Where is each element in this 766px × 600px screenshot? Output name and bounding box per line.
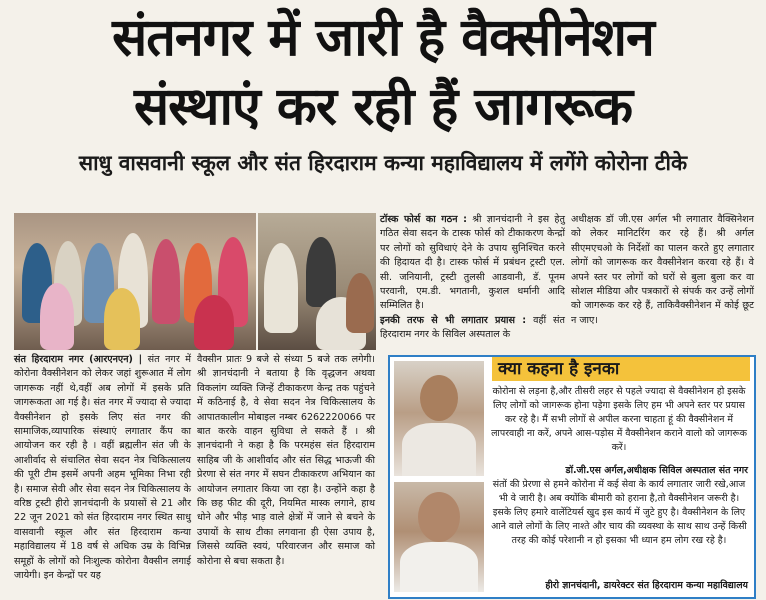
article-text-1: संत नगर में कोरोना वैक्सीनेशन को लेकर जहां शुरूआत में लोग जागरूक नहीं थे,वहीं अब लोगों में इसके प्रति जागरूकता आ गई है। संत नगर में ज्यादा से ज्यादा वैक्सीनेशन हो इसके लिए संत नगर की सामाजिक,व्यापारिक संस्थाएं लगातार कैंप का आयोजन कर रही है । वहीं ब्रह्मलीन संत जी के आशीर्वाद से संचालित सेवा सदन नेत्र चिकित्सालय की पूरी टीम इसमें अपनी अहम भूमिका निभा रही है। समाज सेवी और सेवा सदन नेत्र चिकित्सालय के वरिष्ठ ट्रस्टी हीरो ज्ञानचंदानी के प्रयासों से 21 और 22 जून 2021 को संत हिरदाराम नगर स्थित साधु वासवानी स्कूल और संत हिरदाराम कन्या महाविद्यालय में 18 वर्ष से अधिक उम्र के विभिन्न समूहों के लोगों को निःशुल्क कोरोना वैक्सीन लगाई जायेगी। इन केन्द्रों पर यह: [14, 354, 191, 582]
quote-1-signature: डॉ.जी.एस अर्गल,अधीक्षक सिविल अस्पताल संत नगर: [565, 465, 748, 476]
article-column-2: [197, 353, 375, 593]
article-column-3: [380, 213, 565, 353]
vaccination-camp-photo: [14, 213, 256, 350]
headline-line-1: संतनगर में जारी है वैक्सीनेशन: [112, 8, 654, 68]
portrait-photo-2: [394, 482, 484, 592]
article-text-2: वैक्सीन प्रातः 9 बजे से संध्या 5 बजे तक लगेगी। श्री ज्ञानचंदानी ने बताया है कि वृद्धजन अथवा विकलांग व्यक्ति जिन्हें टीकाकरण केन्द्र तक पहुंचने में कठिनाई है, वे सेवा सदन नेत्र चिकित्सालय के आपातकालीन मोबाइल नम्बर 6262220066 पर बात करके वाहन सुविधा ले सकते हैं । श्री ज्ञानचंदानी ने कहा है कि परमहंस संत हिरदाराम साहिब जी के आशीर्वाद और संत सिद्ध भाऊजी की प्रेरणा से संत नगर में सघन टीकाकरण अभियान का आयोजन लगातार किया जा रहा है। उन्होंने कहा है कि छह फीट की दूरी, नियमित मास्क लगाने, हाथ धोने और भीड़ भाड़ वाले क्षेत्रों में जाने से बचने के उपायों के साथ टीका लगवाना ही ऐसा उपाय है, जिससे व्यक्ति स्वयं, परिवारजन और समाज को कोरोना से बचा सकता है।: [197, 354, 375, 567]
article-text-3a: श्री ज्ञानचंदानी ने इस हेतु गठित सेवा सदन के टास्क फोर्स को टीकाकरण केन्द्रों पर लोगों को सुविधाएं देने के उपाय सुनिश्चित करने की हिदायत दी है। टास्क फोर्स में प्रबंधन ट्रस्टी एल. सी. जनियानी, ट्रस्टी तुलसी आडवानी, डॅ. पूनम परवानी, एम.डी. भगतानी, कुशल धर्मानी आदि सम्मिलित है।: [380, 214, 565, 312]
article-column-1: [14, 353, 191, 593]
quote-1-text: कोरोना से लड़ना है,और तीसरी लहर से पहले ज्यादा से वैक्सीनेशन हो इसके लिए लोगों को जागरूक होना पड़ेगा इसके लिए हम भी अपने स्तर पर प्रयास कर रहे है। मैं सभी लोगों से अपील करना चाहता हूं की वैक्सीनेशन में लापरवाही ना करें, अपने आस-पड़ोस में वैक्सीनेशन कराने वालो को जागरूक करें।: [491, 386, 747, 453]
article-text-4: अधीक्षक डॉ जी.एस अर्गल भी लगातार वैक्सिनेशन को लेकर मानिटरिंग कर रहे हैं। श्री अर्गल सीएमएचओ के निर्देशों का पालन करते हुए लगातार लोगों को जागरूक कर वैक्सीनेशन करवा रहे हैं। वे अपने स्तर पर लोगों को घरों से बुला बुला कर वा सोशल मीडिया और पत्रकारों से संपर्क कर उन्हें लोगों को जागरूक कर रहे हैं, ताकिवैक्सीनेशन में कोई छूट न जाए।: [571, 214, 754, 326]
dateline: संत हिरदाराम नगर (आरएनएन) |: [14, 354, 143, 365]
quote-2-signature: हीरो ज्ञानचंदानी, डायरेक्टर संत हिरदाराम कन्या महाविद्यालय: [545, 580, 748, 591]
article-column-4: [571, 213, 754, 353]
seated-people-photo: [258, 213, 376, 350]
efforts-heading: इनकी तरफ से भी लगातार प्रयास :: [380, 314, 527, 326]
quotes-box-title: क्या कहना है इनका: [492, 357, 750, 381]
headline-line-2: संस्थाएं कर रही हैं जागरूक: [133, 77, 633, 137]
task-force-heading: टॉस्क फोर्स का गठन :: [380, 214, 467, 225]
article-text-3b: वहीं संत हिरदाराम नगर के सिविल अस्पताल के: [380, 314, 566, 341]
quote-2-text: संतों की प्रेरणा से हमने कोरोना में कई सेवा के कार्य लगातार जारी रखे,आज भी वे जारी है। अब क्योंकि बीमारी को हराना है,तो वैक्सीनेशन जरूरी है। इसके लिए हमारे वालेंटियर्स खुद इस कार्य में जुटे हुए है। वैक्सीनेशन के लिए आने वाले लोगों के लिए नाश्ते और चाय की व्यवस्था के साथ साथ उन्हें किसी तरह की कोई परेशानी न हो इसका भी ध्यान हम लोग रख रहे है।: [491, 479, 747, 546]
portrait-photo-1: [394, 361, 484, 476]
subheadline: साधु वासवानी स्कूल और संत हिरदाराम कन्या महाविद्यालय में लगेंगे कोरोना टीके: [78, 151, 688, 175]
